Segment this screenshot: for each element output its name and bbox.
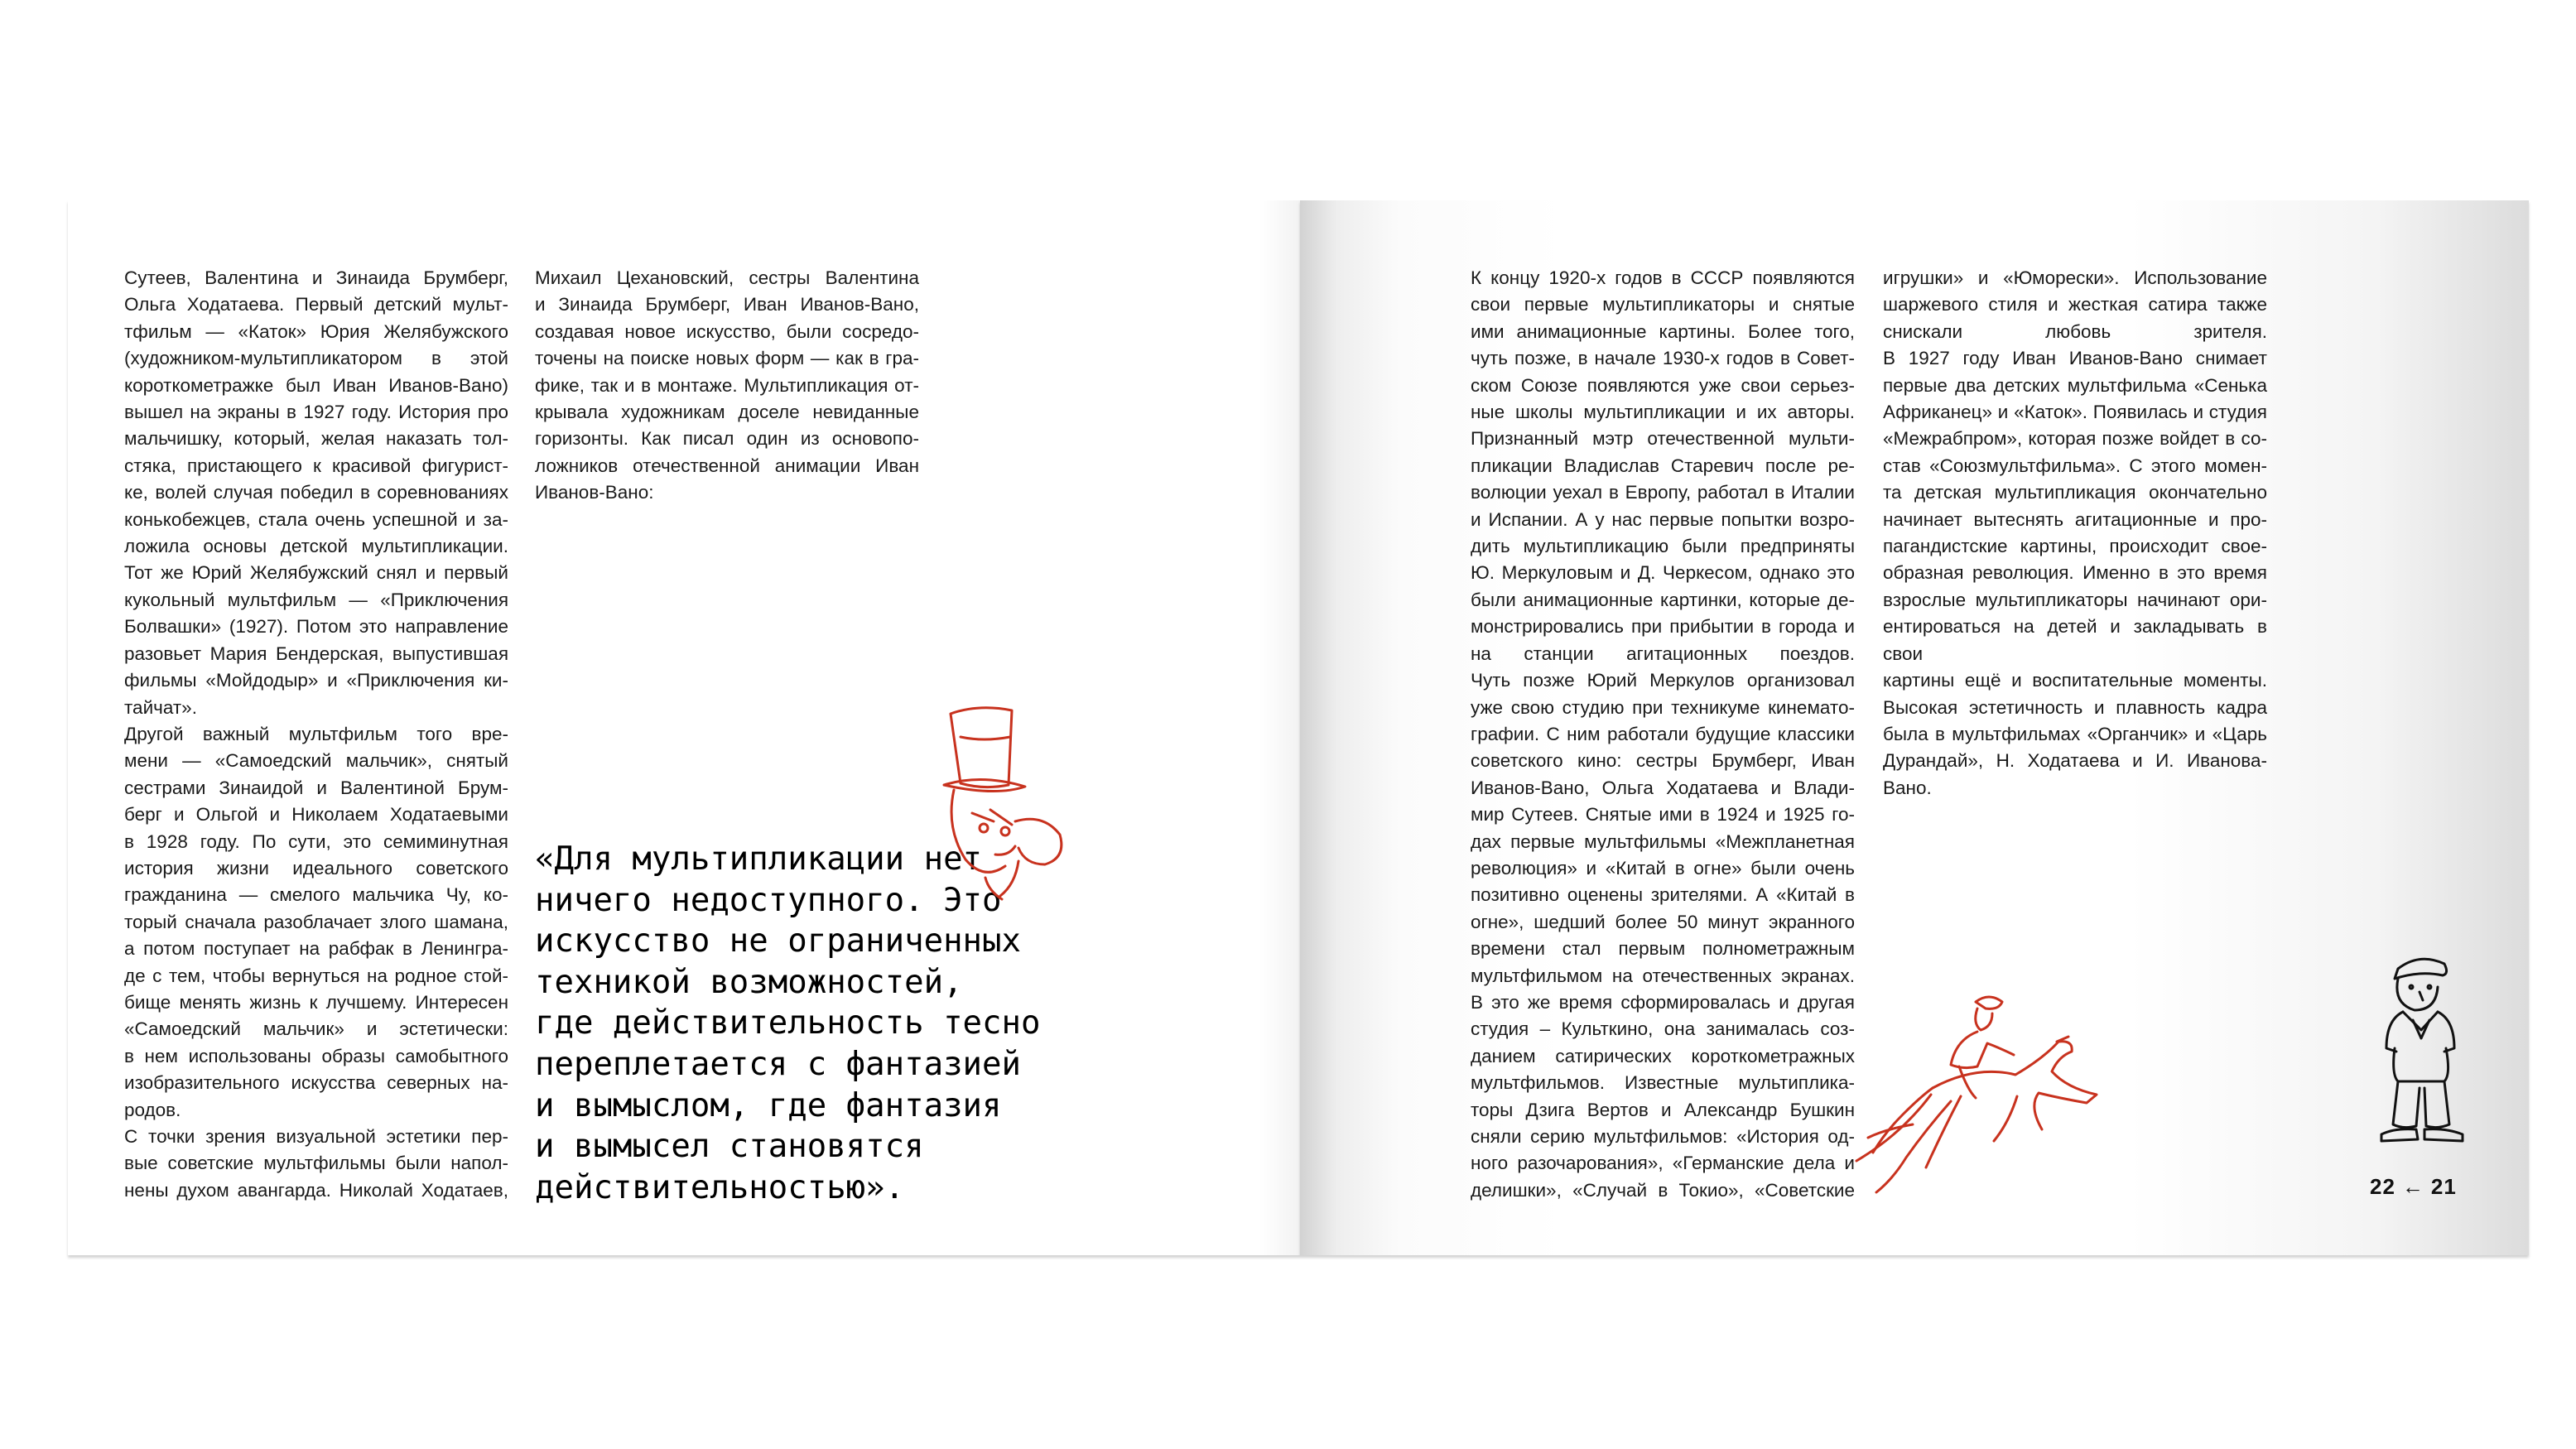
page-number bbox=[2370, 1174, 2457, 1200]
left-page-text-column-2: Михаил Цехановский, сестры Валентина и Зинаида Брумберг, Иван Иванов-Вано, создавая новое искусство, были сосредо- точены на поиске новых форм — как в гра- фике, так и в монтаже. Мультипликация от- крывала художникам доселе невиданные горизонты. Как писал один из основопо- ложников отечественной анимации Иван Иванов-Вано: bbox=[535, 267, 919, 503]
page-number-previous: 21 bbox=[2430, 1174, 2457, 1199]
top-hat-character-icon bbox=[936, 704, 1101, 919]
page-number-current: 22 bbox=[2370, 1174, 2395, 1199]
left-page-text-column-1: Сутеев, Валентина и Зинаида Брумберг, Ольга Ходатаева. Первый детский мульт- тфильм — «Каток» Юрия Желябужского (художником-мультипликатором в этой короткометражке был Иван Иванов-Вано) вышел на экраны в 1927 году. История про мальчишку, который, желая наказать тол- стяка, пристающего к красивой фигурист- ке, волей случая победил в соревнованиях конькобежцев, стала очень успешной и за- ложила основы детской мультипликации. Тот же Юрий Желябужский снял и первый кукольный мультфильм — «Приключения Болвашки» (1927). Потом это направление разовьет Мария Бендерская, выпустившая фильмы «Мойдодыр» и «Приключения ки- тайчат». Другой важный мультфильм того вре- мени — «Самоедский мальчик», снятый сестрами Зинаидой и Валентиной Брум- берг и Ольгой и Николаем Ходатаевыми в 1928 году. По сути, это семиминутная история жизни идеального советского гражданина — смелого мальчика Чу, ко- торый сначала разоблачает злого шамана, а потом поступает на рабфак в Ленингра- де с тем, чтобы вернуться на родное стой- бище менять жизнь к лучшему. Интересен «Самоедский мальчик» и эстетически: в нем использованы образы самобытного изобразительного искусства северных на- родов. С точки зрения визуальной эстетики пер- вые советские мультфильмы были напол- нены духом авангарда. Николай Ходатаев, bbox=[124, 267, 508, 1201]
arrow-left-icon: ← bbox=[2401, 1174, 2424, 1199]
right-page-text-column-1: К концу 1920-х годов в СССР появляются свои первые мультипликаторы и снятые ими анимационные картины. Более того, чуть позже, в начале 1930-х годов в Совет- ском Союзе появляются уже свои серьез- ные школы мультипликации и их авторы. Признанный мэтр отечественной мульти- пликации Владислав Старевич после ре- волюции уехал в Европу, работал в Италии и Испании. А у нас первые попытки возро- дить мультипликацию были предприняты Ю. Меркуловым и Д. Черкесом, однако это были анимационные картинки, которые де- монстрировались при прибытии в города и на станции агитационных поездов. Чуть позже Юрий Меркулов организовал уже свою студию при техникуме кинемато- графии. С ним работали будущие классики советского кино: сестры Брумберг, Иван Иванов-Вано, Ольга Ходатаева и Влади- мир Сутеев. Снятые ими в 1924 и 1925 го- дах первые мультфильмы «Межпланетная революция» и «Китай в огне» были очень позитивно оценены зрителями. А «Китай в огне», шедший более 50 минут экранного времени стал первым полнометражным мультфильмом на отечественных экранах. В это же время сформировалась и другая студия – Культкино, она занималась соз- данием сатирических короткометражных мультфильмов. Известные мультиплика- торы Дзига Вертов и Александр Бушкин сняли серию мультфильмов: «История од- ного разочарования», «Германские дела и делишки», «Случай в Токио», «Советские bbox=[1471, 267, 1855, 1201]
right-page-text-column-2: игрушки» и «Юморески». Использование шаржевого стиля и жесткая сатира также снискали любовь зрителя. В 1927 году Иван Иванов-Вано снимает первые два детских мультфильма «Сенька Африканец» и «Каток». Появилась и студия «Межрабпром», которая позже войдет в со- став «Союзмультфильма». С этого момен- та детская мультипликация окончательно начинает вытеснять агитационные и про- пагандистские картины, происходит свое- образная революция. Именно в это время взрослые мультипликаторы начинают ори- ентироваться на детей и закладывать в свои картины ещё и воспитательные моменты. Высокая эстетичность и плавность кадра была в мультфильмах «Органчик» и «Царь Дурандай», Н. Ходатаева и И. Иванова-Вано. bbox=[1883, 267, 2267, 798]
pull-quote: «Для мультипликации нет ничего недоступного. Это искусство не ограниченных техникой возможностей, где действительность тесно переплетается с фантазией и вымыслом, где фантазия и вымысел становятся действительностью». bbox=[535, 840, 1041, 1206]
book-spine bbox=[1259, 200, 1300, 1255]
boy-in-cap-icon bbox=[2370, 951, 2477, 1148]
horse-rider-icon bbox=[1851, 990, 2125, 1197]
